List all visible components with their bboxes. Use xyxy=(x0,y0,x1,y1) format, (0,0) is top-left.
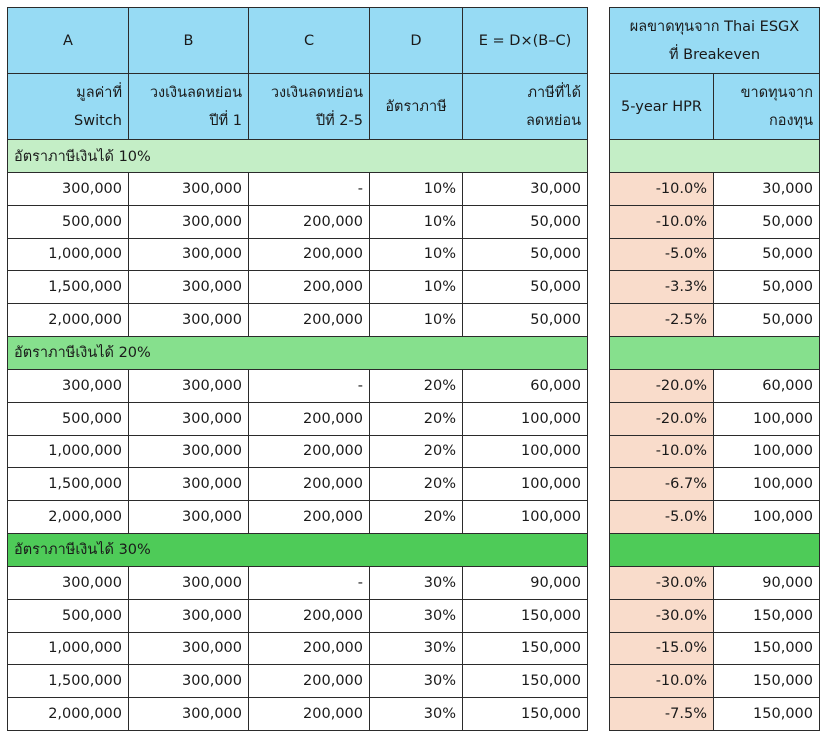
cell-c xyxy=(249,435,370,468)
cell-e xyxy=(463,271,588,304)
cell-loss xyxy=(714,238,820,271)
column-letter: E = D×(B–C) xyxy=(478,32,572,49)
cell-value: 300,000 xyxy=(182,640,242,657)
column-letter-row xyxy=(8,8,588,74)
cell-d xyxy=(370,402,463,435)
table-row xyxy=(8,304,588,337)
cell-hpr xyxy=(610,402,714,435)
cell-hpr xyxy=(610,599,714,632)
table-row xyxy=(610,238,820,271)
cell-value: -3.3% xyxy=(664,279,707,296)
cell-d xyxy=(370,698,463,731)
cell-value: 150,000 xyxy=(753,673,813,690)
breakeven-section-header xyxy=(610,336,820,369)
cell-value: 100,000 xyxy=(753,476,813,493)
table-row xyxy=(610,665,820,698)
cell-b xyxy=(129,435,249,468)
breakeven-label-cell xyxy=(714,74,820,140)
table-row xyxy=(8,665,588,698)
cell-value: 20% xyxy=(423,443,456,460)
cell-value: 60,000 xyxy=(530,377,581,394)
cell-c xyxy=(249,238,370,271)
cell-hpr xyxy=(610,468,714,501)
cell-value: 150,000 xyxy=(753,607,813,624)
cell-loss xyxy=(714,468,820,501)
table-row xyxy=(610,271,820,304)
table-row xyxy=(610,599,820,632)
cell-hpr xyxy=(610,271,714,304)
cell-value: 1,500,000 xyxy=(48,476,122,493)
cell-value: 200,000 xyxy=(303,312,363,329)
cell-hpr xyxy=(610,566,714,599)
cell-value: 30,000 xyxy=(530,180,581,197)
cell-value: 300,000 xyxy=(182,476,242,493)
cell-value: 1,000,000 xyxy=(48,443,122,460)
cell-value: 100,000 xyxy=(521,509,581,526)
cell-value: 300,000 xyxy=(182,673,242,690)
cell-value: -10.0% xyxy=(655,180,707,197)
cell-hpr xyxy=(610,173,714,206)
cell-value: 10% xyxy=(423,213,456,230)
cell-e xyxy=(463,369,588,402)
breakeven-title: ผลขาดทุนจาก Thai ESGX xyxy=(629,18,800,35)
cell-b xyxy=(129,173,249,206)
cell-hpr xyxy=(610,238,714,271)
cell-value: 300,000 xyxy=(62,574,122,591)
cell-c xyxy=(249,599,370,632)
cell-a xyxy=(8,402,129,435)
table-row xyxy=(8,468,588,501)
tax-rate-section-header xyxy=(8,140,588,173)
cell-value: -20.0% xyxy=(655,377,707,394)
cell-value: 1,500,000 xyxy=(48,279,122,296)
cell-value: -5.0% xyxy=(664,246,707,263)
column-letter: C xyxy=(303,32,315,49)
cell-e xyxy=(463,205,588,238)
cell-c xyxy=(249,205,370,238)
column-label: ภาษีที่ได้ xyxy=(527,84,581,101)
cell-value: 10% xyxy=(423,246,456,263)
cell-value: 50,000 xyxy=(530,213,581,230)
cell-d xyxy=(370,369,463,402)
cell-a xyxy=(8,698,129,731)
cell-value: 2,000,000 xyxy=(48,706,122,723)
cell-e xyxy=(463,566,588,599)
column-letter-cell xyxy=(249,8,370,74)
breakeven-title: ที่ Breakeven xyxy=(668,46,761,63)
table-row xyxy=(8,205,588,238)
cell-value: -5.0% xyxy=(664,509,707,526)
table-row xyxy=(8,173,588,206)
cell-value: -30.0% xyxy=(655,607,707,624)
cell-value: 500,000 xyxy=(62,410,122,427)
cell-value: 150,000 xyxy=(521,706,581,723)
cell-b xyxy=(129,205,249,238)
breakeven-label: 5-year HPR xyxy=(621,98,702,115)
cell-c xyxy=(249,698,370,731)
cell-b xyxy=(129,698,249,731)
cell-d xyxy=(370,238,463,271)
section-spacer-cell xyxy=(610,140,820,173)
cell-d xyxy=(370,435,463,468)
table-row xyxy=(8,501,588,534)
column-letter-cell xyxy=(463,8,588,74)
cell-e xyxy=(463,435,588,468)
cell-value: 100,000 xyxy=(753,410,813,427)
cell-hpr xyxy=(610,205,714,238)
cell-e xyxy=(463,665,588,698)
cell-d xyxy=(370,468,463,501)
cell-hpr xyxy=(610,698,714,731)
cell-value: 20% xyxy=(423,509,456,526)
column-letter: B xyxy=(183,32,194,49)
cell-c xyxy=(249,566,370,599)
cell-value: 300,000 xyxy=(182,410,242,427)
cell-a xyxy=(8,599,129,632)
table-row xyxy=(8,271,588,304)
cell-value: 300,000 xyxy=(182,706,242,723)
cell-c xyxy=(249,632,370,665)
cell-value: 200,000 xyxy=(303,706,363,723)
cell-value: 60,000 xyxy=(762,377,813,394)
cell-e xyxy=(463,468,588,501)
cell-c xyxy=(249,468,370,501)
column-letter: A xyxy=(63,32,73,49)
cell-loss xyxy=(714,632,820,665)
section-title-cell xyxy=(8,140,588,173)
cell-e xyxy=(463,173,588,206)
column-label: Switch xyxy=(74,112,122,129)
breakeven-section-header xyxy=(610,140,820,173)
cell-value: 200,000 xyxy=(303,410,363,427)
cell-value: 200,000 xyxy=(303,279,363,296)
cell-hpr xyxy=(610,304,714,337)
breakeven-label: ขาดทุนจาก xyxy=(740,84,813,101)
cell-b xyxy=(129,369,249,402)
tax-calculation-table xyxy=(7,7,588,731)
column-label-cell xyxy=(249,74,370,140)
table-row xyxy=(610,304,820,337)
cell-loss xyxy=(714,501,820,534)
cell-value: -10.0% xyxy=(655,443,707,460)
column-label: มูลค่าที่ xyxy=(76,84,122,101)
cell-value: 500,000 xyxy=(62,213,122,230)
cell-value: 150,000 xyxy=(521,607,581,624)
cell-value: 2,000,000 xyxy=(48,509,122,526)
column-letter-cell xyxy=(370,8,463,74)
cell-value: 300,000 xyxy=(182,279,242,296)
cell-b xyxy=(129,468,249,501)
cell-e xyxy=(463,238,588,271)
column-label-cell xyxy=(463,74,588,140)
cell-value: 150,000 xyxy=(753,640,813,657)
cell-d xyxy=(370,304,463,337)
section-title: อัตราภาษีเงินได้ 30% xyxy=(14,542,151,559)
table-row xyxy=(610,698,820,731)
cell-value: 30% xyxy=(423,607,456,624)
breakeven-title-row xyxy=(610,8,820,74)
cell-value: 200,000 xyxy=(303,509,363,526)
cell-hpr xyxy=(610,632,714,665)
cell-value: 300,000 xyxy=(182,213,242,230)
cell-loss xyxy=(714,566,820,599)
table-row xyxy=(8,698,588,731)
table-row xyxy=(8,238,588,271)
cell-d xyxy=(370,599,463,632)
cell-d xyxy=(370,173,463,206)
cell-value: -2.5% xyxy=(664,312,707,329)
breakeven-loss-table xyxy=(609,7,820,731)
column-letter-cell xyxy=(8,8,129,74)
breakeven-label: กองทุน xyxy=(768,112,813,129)
cell-value: 50,000 xyxy=(762,279,813,296)
column-label-row xyxy=(8,74,588,140)
cell-value: -30.0% xyxy=(655,574,707,591)
column-label: วงเงินลดหย่อน xyxy=(149,84,242,101)
section-title-cell xyxy=(8,533,588,566)
cell-d xyxy=(370,665,463,698)
cell-value: 300,000 xyxy=(62,180,122,197)
table-row xyxy=(610,435,820,468)
cell-e xyxy=(463,402,588,435)
table-row xyxy=(610,468,820,501)
cell-value: 300,000 xyxy=(182,246,242,263)
cell-value: 100,000 xyxy=(753,509,813,526)
tax-rate-section-header xyxy=(8,533,588,566)
breakeven-label-cell xyxy=(610,74,714,140)
cell-value: 10% xyxy=(423,279,456,296)
cell-b xyxy=(129,501,249,534)
cell-c xyxy=(249,501,370,534)
cell-a xyxy=(8,566,129,599)
cell-value: 300,000 xyxy=(182,312,242,329)
cell-a xyxy=(8,271,129,304)
cell-a xyxy=(8,501,129,534)
cell-value: -20.0% xyxy=(655,410,707,427)
cell-value: 200,000 xyxy=(303,443,363,460)
cell-b xyxy=(129,632,249,665)
cell-value: 300,000 xyxy=(182,180,242,197)
cell-value: 1,500,000 xyxy=(48,673,122,690)
column-label: วงเงินลดหย่อน xyxy=(270,84,363,101)
section-title: อัตราภาษีเงินได้ 20% xyxy=(14,345,151,362)
table-row xyxy=(610,173,820,206)
cell-value: 150,000 xyxy=(753,706,813,723)
cell-b xyxy=(129,599,249,632)
cell-e xyxy=(463,501,588,534)
section-title: อัตราภาษีเงินได้ 10% xyxy=(14,148,151,165)
cell-a xyxy=(8,205,129,238)
cell-value: -7.5% xyxy=(664,706,707,723)
breakeven-section-header xyxy=(610,533,820,566)
cell-e xyxy=(463,304,588,337)
cell-a xyxy=(8,304,129,337)
cell-a xyxy=(8,369,129,402)
cell-a xyxy=(8,632,129,665)
cell-c xyxy=(249,173,370,206)
cell-value: 20% xyxy=(423,476,456,493)
table-row xyxy=(610,632,820,665)
cell-loss xyxy=(714,369,820,402)
cell-value: 10% xyxy=(423,180,456,197)
table-row xyxy=(8,632,588,665)
cell-e xyxy=(463,698,588,731)
cell-b xyxy=(129,238,249,271)
cell-a xyxy=(8,468,129,501)
section-title-cell xyxy=(8,336,588,369)
cell-e xyxy=(463,599,588,632)
cell-loss xyxy=(714,599,820,632)
cell-value: 200,000 xyxy=(303,213,363,230)
cell-value: 200,000 xyxy=(303,607,363,624)
cell-value: 30% xyxy=(423,574,456,591)
cell-value: 20% xyxy=(423,377,456,394)
cell-value: 200,000 xyxy=(303,476,363,493)
cell-hpr xyxy=(610,435,714,468)
cell-value: 200,000 xyxy=(303,673,363,690)
cell-loss xyxy=(714,435,820,468)
cell-loss xyxy=(714,665,820,698)
cell-d xyxy=(370,501,463,534)
cell-value: 30% xyxy=(423,673,456,690)
table-row xyxy=(610,501,820,534)
cell-loss xyxy=(714,402,820,435)
cell-c xyxy=(249,304,370,337)
column-label-cell xyxy=(8,74,129,140)
cell-value: 300,000 xyxy=(182,574,242,591)
cell-value: 30,000 xyxy=(762,180,813,197)
cell-value: 30% xyxy=(423,706,456,723)
column-label-cell xyxy=(370,74,463,140)
cell-value: 300,000 xyxy=(182,607,242,624)
section-spacer-cell xyxy=(610,336,820,369)
cell-value: 30% xyxy=(423,640,456,657)
cell-loss xyxy=(714,304,820,337)
column-letter-cell xyxy=(129,8,249,74)
cell-b xyxy=(129,566,249,599)
cell-loss xyxy=(714,271,820,304)
breakeven-title-cell xyxy=(610,8,820,74)
cell-value: 50,000 xyxy=(530,312,581,329)
breakeven-label-row xyxy=(610,74,820,140)
cell-hpr xyxy=(610,501,714,534)
table-row xyxy=(8,566,588,599)
cell-value: 2,000,000 xyxy=(48,312,122,329)
cell-value: 90,000 xyxy=(530,574,581,591)
cell-value: 20% xyxy=(423,410,456,427)
cell-value: 1,000,000 xyxy=(48,640,122,657)
cell-value: - xyxy=(357,180,363,197)
cell-value: 500,000 xyxy=(62,607,122,624)
cell-c xyxy=(249,665,370,698)
table-row xyxy=(8,599,588,632)
cell-value: - xyxy=(357,377,363,394)
cell-c xyxy=(249,402,370,435)
cell-value: - xyxy=(357,574,363,591)
cell-value: 300,000 xyxy=(182,443,242,460)
cell-hpr xyxy=(610,369,714,402)
cell-value: 1,000,000 xyxy=(48,246,122,263)
cell-hpr xyxy=(610,665,714,698)
cell-value: 300,000 xyxy=(62,377,122,394)
cell-a xyxy=(8,435,129,468)
cell-b xyxy=(129,665,249,698)
cell-value: 200,000 xyxy=(303,246,363,263)
cell-value: -10.0% xyxy=(655,673,707,690)
cell-value: 50,000 xyxy=(530,279,581,296)
cell-a xyxy=(8,173,129,206)
cell-e xyxy=(463,632,588,665)
cell-value: 10% xyxy=(423,312,456,329)
cell-value: 50,000 xyxy=(762,213,813,230)
cell-value: 100,000 xyxy=(521,443,581,460)
cell-value: -10.0% xyxy=(655,213,707,230)
cell-d xyxy=(370,205,463,238)
table-row xyxy=(8,435,588,468)
cell-value: 150,000 xyxy=(521,673,581,690)
table-row xyxy=(610,566,820,599)
cell-d xyxy=(370,271,463,304)
column-label: ปีที่ 1 xyxy=(209,112,242,129)
cell-value: 300,000 xyxy=(182,509,242,526)
table-row xyxy=(8,369,588,402)
cell-a xyxy=(8,665,129,698)
column-label: อัตราภาษี xyxy=(385,98,447,115)
cell-value: -6.7% xyxy=(664,476,707,493)
cell-value: 200,000 xyxy=(303,640,363,657)
table-row xyxy=(610,205,820,238)
cell-value: 50,000 xyxy=(530,246,581,263)
cell-a xyxy=(8,238,129,271)
table-row xyxy=(610,402,820,435)
cell-value: 300,000 xyxy=(182,377,242,394)
cell-d xyxy=(370,566,463,599)
cell-b xyxy=(129,402,249,435)
table-row xyxy=(610,369,820,402)
cell-value: 100,000 xyxy=(521,476,581,493)
cell-value: -15.0% xyxy=(655,640,707,657)
cell-loss xyxy=(714,205,820,238)
cell-value: 50,000 xyxy=(762,312,813,329)
cell-b xyxy=(129,304,249,337)
cell-c xyxy=(249,369,370,402)
cell-loss xyxy=(714,698,820,731)
column-label: ลดหย่อน xyxy=(526,112,581,129)
cell-d xyxy=(370,632,463,665)
cell-c xyxy=(249,271,370,304)
cell-b xyxy=(129,271,249,304)
table-row xyxy=(8,402,588,435)
cell-value: 100,000 xyxy=(753,443,813,460)
cell-value: 90,000 xyxy=(762,574,813,591)
tax-rate-section-header xyxy=(8,336,588,369)
cell-value: 150,000 xyxy=(521,640,581,657)
column-label-cell xyxy=(129,74,249,140)
column-letter: D xyxy=(410,32,422,49)
cell-value: 50,000 xyxy=(762,246,813,263)
cell-loss xyxy=(714,173,820,206)
column-label: ปีที่ 2-5 xyxy=(315,112,363,129)
cell-value: 100,000 xyxy=(521,410,581,427)
section-spacer-cell xyxy=(610,533,820,566)
